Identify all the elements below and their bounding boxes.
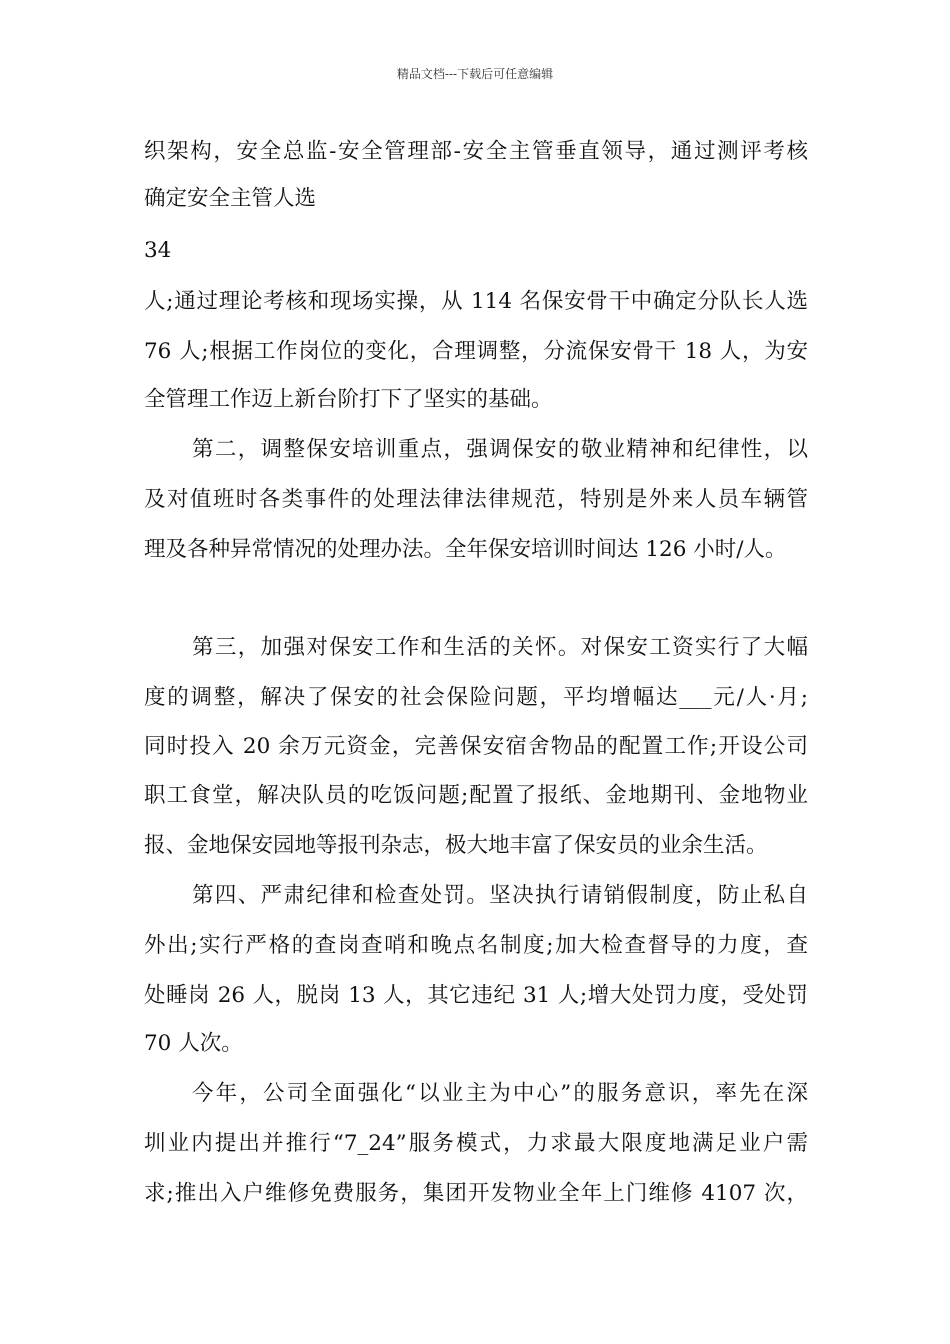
paragraph-first-line: 今年，公司全面强化“以业主为中心”的服务意识，率先在深: [192, 1081, 808, 1106]
text-line: 圳业内提出并推行“7_24”服务模式，力求最大限度地满足业户需: [144, 1131, 808, 1156]
text-line: 求;推出入户维修免费服务，集团开发物业全年上门维修 4107 次，: [144, 1181, 808, 1206]
paragraph-first-line: 第二，调整保安培训重点，强调保安的敬业精神和纪律性，以: [192, 437, 808, 462]
text-line: 确定安全主管人选: [144, 186, 317, 211]
text-line: 76 人;根据工作岗位的变化，合理调整，分流保安骨干 18 人，为安: [144, 339, 808, 364]
text-line: 外出;实行严格的查岗查哨和晚点名制度;加大检查督导的力度，查: [144, 933, 808, 958]
text-line: 34: [144, 238, 172, 263]
text-line: 职工食堂，解决队员的吃饭问题;配置了报纸、金地期刊、金地物业: [144, 783, 808, 808]
page-header: 精品文档---下载后可任意编辑: [396, 67, 554, 81]
text-line: 70 人次。: [144, 1031, 243, 1056]
paragraph-first-line: 第三，加强对保安工作和生活的关怀。对保安工资实行了大幅: [192, 635, 808, 660]
text-line: 度的调整，解决了保安的社会保险问题，平均增幅达___元/人·月;: [144, 685, 808, 710]
text-line: 及对值班时各类事件的处理法律法律规范，特别是外来人员车辆管: [144, 487, 808, 512]
paragraph-first-line: 第四、严肃纪律和检查处罚。坚决执行请销假制度，防止私自: [192, 883, 808, 908]
text-line: 织架构，安全总监-安全管理部-安全主管垂直领导，通过测评考核: [144, 139, 808, 164]
text-line: 报、金地保安园地等报刊杂志，极大地丰富了保安员的业余生活。: [144, 833, 768, 858]
text-line: 处睡岗 26 人，脱岗 13 人，其它违纪 31 人;增大处罚力度，受处罚: [144, 983, 808, 1008]
text-line: 同时投入 20 余万元资金，完善保安宿舍物品的配置工作;开设公司: [144, 734, 808, 759]
text-line: 理及各种异常情况的处理办法。全年保安培训时间达 126 小时/人。: [144, 537, 787, 562]
text-line: 人;通过理论考核和现场实操，从 114 名保安骨干中确定分队长人选: [144, 289, 808, 314]
text-line: 全管理工作迈上新台阶打下了坚实的基础。: [144, 387, 553, 412]
